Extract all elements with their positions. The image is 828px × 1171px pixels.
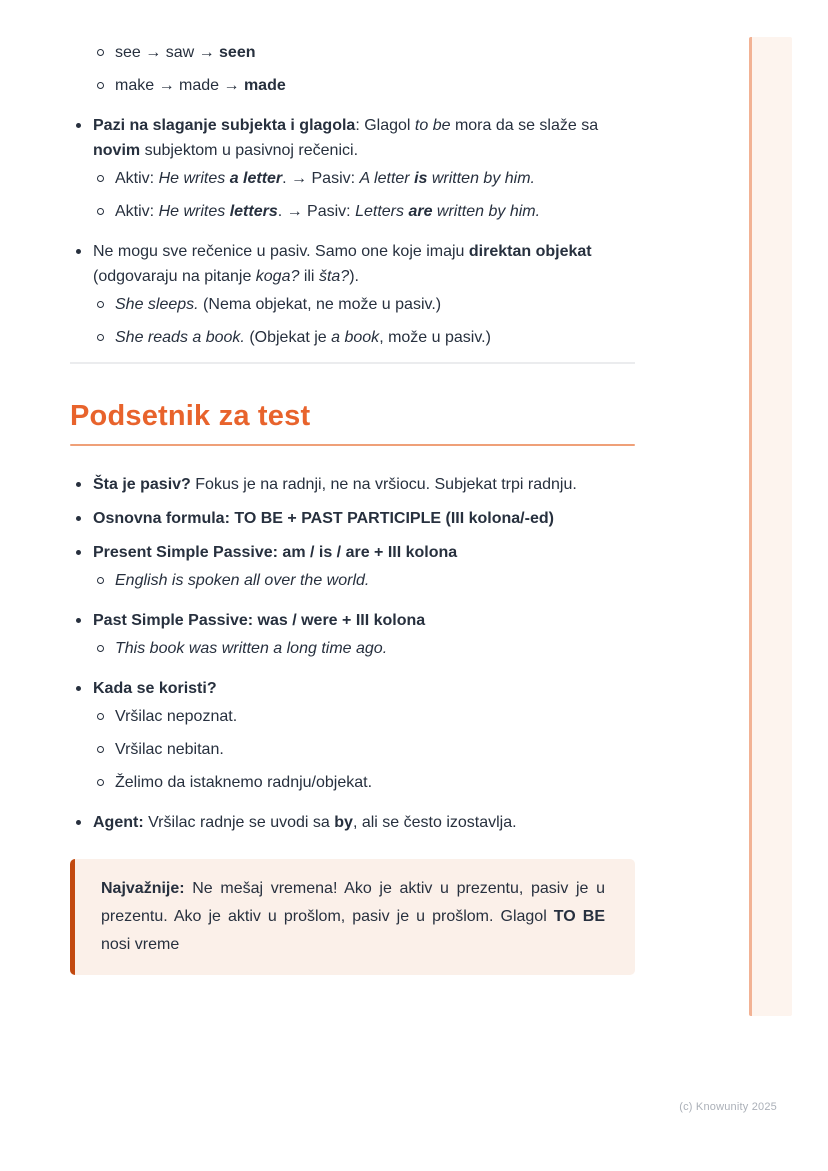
list-item-text bbox=[93, 113, 635, 163]
text-run: Najvažnije: bbox=[101, 880, 185, 897]
heading-rule bbox=[70, 444, 635, 446]
text-run: nosi vreme bbox=[101, 936, 180, 953]
text-run: Vršilac radnje se uvodi sa bbox=[143, 814, 335, 831]
text-run: , ali se često izostavlja. bbox=[352, 814, 517, 831]
bullet-circle-icon bbox=[96, 770, 115, 795]
text-run: Želimo da istaknemo radnju/objekat. bbox=[115, 774, 373, 791]
list-item bbox=[70, 472, 635, 497]
list-item bbox=[70, 608, 635, 633]
text-run: written by him. bbox=[432, 203, 541, 220]
bullet-dot-icon bbox=[74, 239, 93, 264]
ring-glyph bbox=[97, 645, 104, 652]
text-run: šta? bbox=[318, 268, 350, 285]
text-run: make → made → bbox=[115, 77, 244, 94]
list-item-text bbox=[93, 608, 635, 633]
text-run: Vršilac nepoznat. bbox=[115, 708, 238, 725]
text-run: Agent: bbox=[93, 814, 144, 831]
right-accent-bar bbox=[749, 37, 792, 1016]
bullet-dot-icon bbox=[74, 608, 93, 633]
text-run: subjektom u pasivnoj rečenici. bbox=[140, 142, 359, 159]
text-run: TO BE bbox=[553, 908, 605, 925]
text-run: novim bbox=[93, 142, 141, 159]
text-run: to be bbox=[414, 117, 451, 134]
ring-glyph bbox=[97, 82, 104, 89]
dot-glyph bbox=[76, 820, 81, 825]
bullet-list bbox=[70, 40, 635, 350]
list-item-text bbox=[115, 292, 635, 317]
text-run: He writes bbox=[158, 170, 230, 187]
text-run: made bbox=[243, 77, 286, 94]
list-item bbox=[70, 506, 635, 531]
list-item bbox=[70, 568, 635, 593]
ring-glyph bbox=[97, 713, 104, 720]
text-run: (odgovaraju na pitanje bbox=[93, 268, 256, 285]
text-run: Šta je pasiv? bbox=[93, 476, 191, 493]
list-item-text bbox=[115, 704, 635, 729]
text-run: (Objekat je bbox=[244, 329, 332, 346]
list-item-text bbox=[115, 166, 635, 191]
list-item bbox=[70, 770, 635, 795]
section-divider bbox=[70, 362, 635, 364]
list-item bbox=[70, 199, 635, 224]
ring-glyph bbox=[97, 334, 104, 341]
bullet-dot-icon bbox=[74, 472, 93, 497]
list-item bbox=[70, 292, 635, 317]
list-item bbox=[70, 166, 635, 191]
text-run: are bbox=[408, 203, 433, 220]
footer-credit: (c) Knowunity 2025 bbox=[679, 1101, 777, 1113]
text-run: koga? bbox=[255, 268, 300, 285]
text-run: . → Pasiv: bbox=[277, 203, 356, 220]
list-item-text bbox=[115, 636, 635, 661]
text-run: He writes bbox=[158, 203, 230, 220]
bullet-dot-icon bbox=[74, 676, 93, 701]
callout-box bbox=[70, 859, 635, 975]
text-run: Ne mogu sve rečenice u pasiv. Samo one koje imaju bbox=[93, 243, 469, 260]
text-run: written by him. bbox=[427, 170, 535, 187]
text-run: mora da se slaže sa bbox=[450, 117, 599, 134]
bullet-circle-icon bbox=[96, 73, 115, 98]
text-run: a letter bbox=[229, 170, 283, 187]
bullet-list bbox=[70, 472, 635, 835]
text-run: Pazi na slaganje subjekta i glagola bbox=[93, 117, 356, 134]
text-run: A letter bbox=[359, 170, 415, 187]
list-item bbox=[70, 737, 635, 762]
list-item-text bbox=[115, 737, 635, 762]
section-heading-block bbox=[70, 398, 635, 446]
callout-text bbox=[101, 875, 605, 959]
list-item bbox=[70, 636, 635, 661]
list-item-text bbox=[115, 73, 635, 98]
text-run: Letters bbox=[355, 203, 409, 220]
content-blocks bbox=[70, 40, 635, 975]
text-run: ). bbox=[349, 268, 359, 285]
text-run: Past Simple Passive: was / were + III kolona bbox=[93, 612, 426, 629]
list-item bbox=[70, 40, 635, 65]
list-item-text bbox=[115, 770, 635, 795]
bullet-circle-icon bbox=[96, 325, 115, 350]
list-item-text bbox=[115, 325, 635, 350]
text-run: She sleeps. bbox=[115, 296, 199, 313]
text-run: Ne mešaj vremena! Ako je aktiv u prezentu, pasiv je u prezentu. Ako je aktiv u prošlom, pasiv je u prošlom. Glagol bbox=[101, 880, 605, 925]
list-item bbox=[70, 239, 635, 289]
dot-glyph bbox=[76, 618, 81, 623]
ring-glyph bbox=[97, 49, 104, 56]
list-item-text bbox=[93, 506, 635, 531]
bullet-dot-icon bbox=[74, 810, 93, 835]
list-item-text bbox=[93, 810, 635, 835]
list-item bbox=[70, 676, 635, 701]
text-run: Fokus je na radnji, ne na vršiocu. Subjekat trpi radnju. bbox=[190, 476, 577, 493]
text-run: This book was written a long time ago. bbox=[115, 640, 388, 657]
text-run: ili bbox=[299, 268, 319, 285]
bullet-circle-icon bbox=[96, 737, 115, 762]
text-run: Aktiv: bbox=[115, 203, 159, 220]
list-item-text bbox=[115, 568, 635, 593]
text-run: (Nema objekat, ne može u pasiv.) bbox=[198, 296, 442, 313]
ring-glyph bbox=[97, 175, 104, 182]
list-item bbox=[70, 325, 635, 350]
list-item bbox=[70, 113, 635, 163]
ring-glyph bbox=[97, 577, 104, 584]
text-run: , može u pasiv.) bbox=[379, 329, 491, 346]
text-run: by bbox=[334, 814, 353, 831]
ring-glyph bbox=[97, 779, 104, 786]
ring-glyph bbox=[97, 208, 104, 215]
dot-glyph bbox=[76, 516, 81, 521]
bullet-circle-icon bbox=[96, 704, 115, 729]
list-item-text bbox=[93, 676, 635, 701]
dot-glyph bbox=[76, 249, 81, 254]
text-run: letters bbox=[229, 203, 278, 220]
text-run: see → saw → bbox=[115, 44, 220, 61]
bullet-dot-icon bbox=[74, 540, 93, 565]
text-run: Present Simple Passive: am / is / are + III kolona bbox=[93, 544, 458, 561]
list-item-text bbox=[93, 239, 635, 289]
text-run: English is spoken all over the world. bbox=[115, 572, 370, 589]
text-run: a book bbox=[331, 329, 380, 346]
list-item bbox=[70, 540, 635, 565]
list-item bbox=[70, 810, 635, 835]
text-run: She reads a book. bbox=[115, 329, 245, 346]
text-run: Osnovna formula: TO BE + PAST PARTICIPLE (III kolona/-ed) bbox=[93, 510, 554, 527]
dot-glyph bbox=[76, 482, 81, 487]
text-run: Kada se koristi? bbox=[93, 680, 217, 697]
bullet-dot-icon bbox=[74, 506, 93, 531]
list-item-text bbox=[93, 540, 635, 565]
dot-glyph bbox=[76, 550, 81, 555]
bullet-circle-icon bbox=[96, 292, 115, 317]
dot-glyph bbox=[76, 686, 81, 691]
bullet-circle-icon bbox=[96, 636, 115, 661]
list-item-text bbox=[115, 199, 635, 224]
bullet-circle-icon bbox=[96, 568, 115, 593]
text-run: seen bbox=[219, 44, 256, 61]
list-item bbox=[70, 704, 635, 729]
bullet-circle-icon bbox=[96, 199, 115, 224]
ring-glyph bbox=[97, 746, 104, 753]
bullet-circle-icon bbox=[96, 40, 115, 65]
text-run: : Glagol bbox=[355, 117, 415, 134]
bullet-circle-icon bbox=[96, 166, 115, 191]
text-run: . → Pasiv: bbox=[282, 170, 360, 187]
text-run: Aktiv: bbox=[115, 170, 159, 187]
section-heading: Podsetnik za test bbox=[70, 400, 311, 432]
list-item bbox=[70, 73, 635, 98]
ring-glyph bbox=[97, 301, 104, 308]
dot-glyph bbox=[76, 123, 81, 128]
text-run: direktan objekat bbox=[468, 243, 592, 260]
list-item-text bbox=[93, 472, 635, 497]
list-item-text bbox=[115, 40, 635, 65]
text-run: is bbox=[414, 170, 428, 187]
text-run: Vršilac nebitan. bbox=[115, 741, 224, 758]
bullet-dot-icon bbox=[74, 113, 93, 138]
